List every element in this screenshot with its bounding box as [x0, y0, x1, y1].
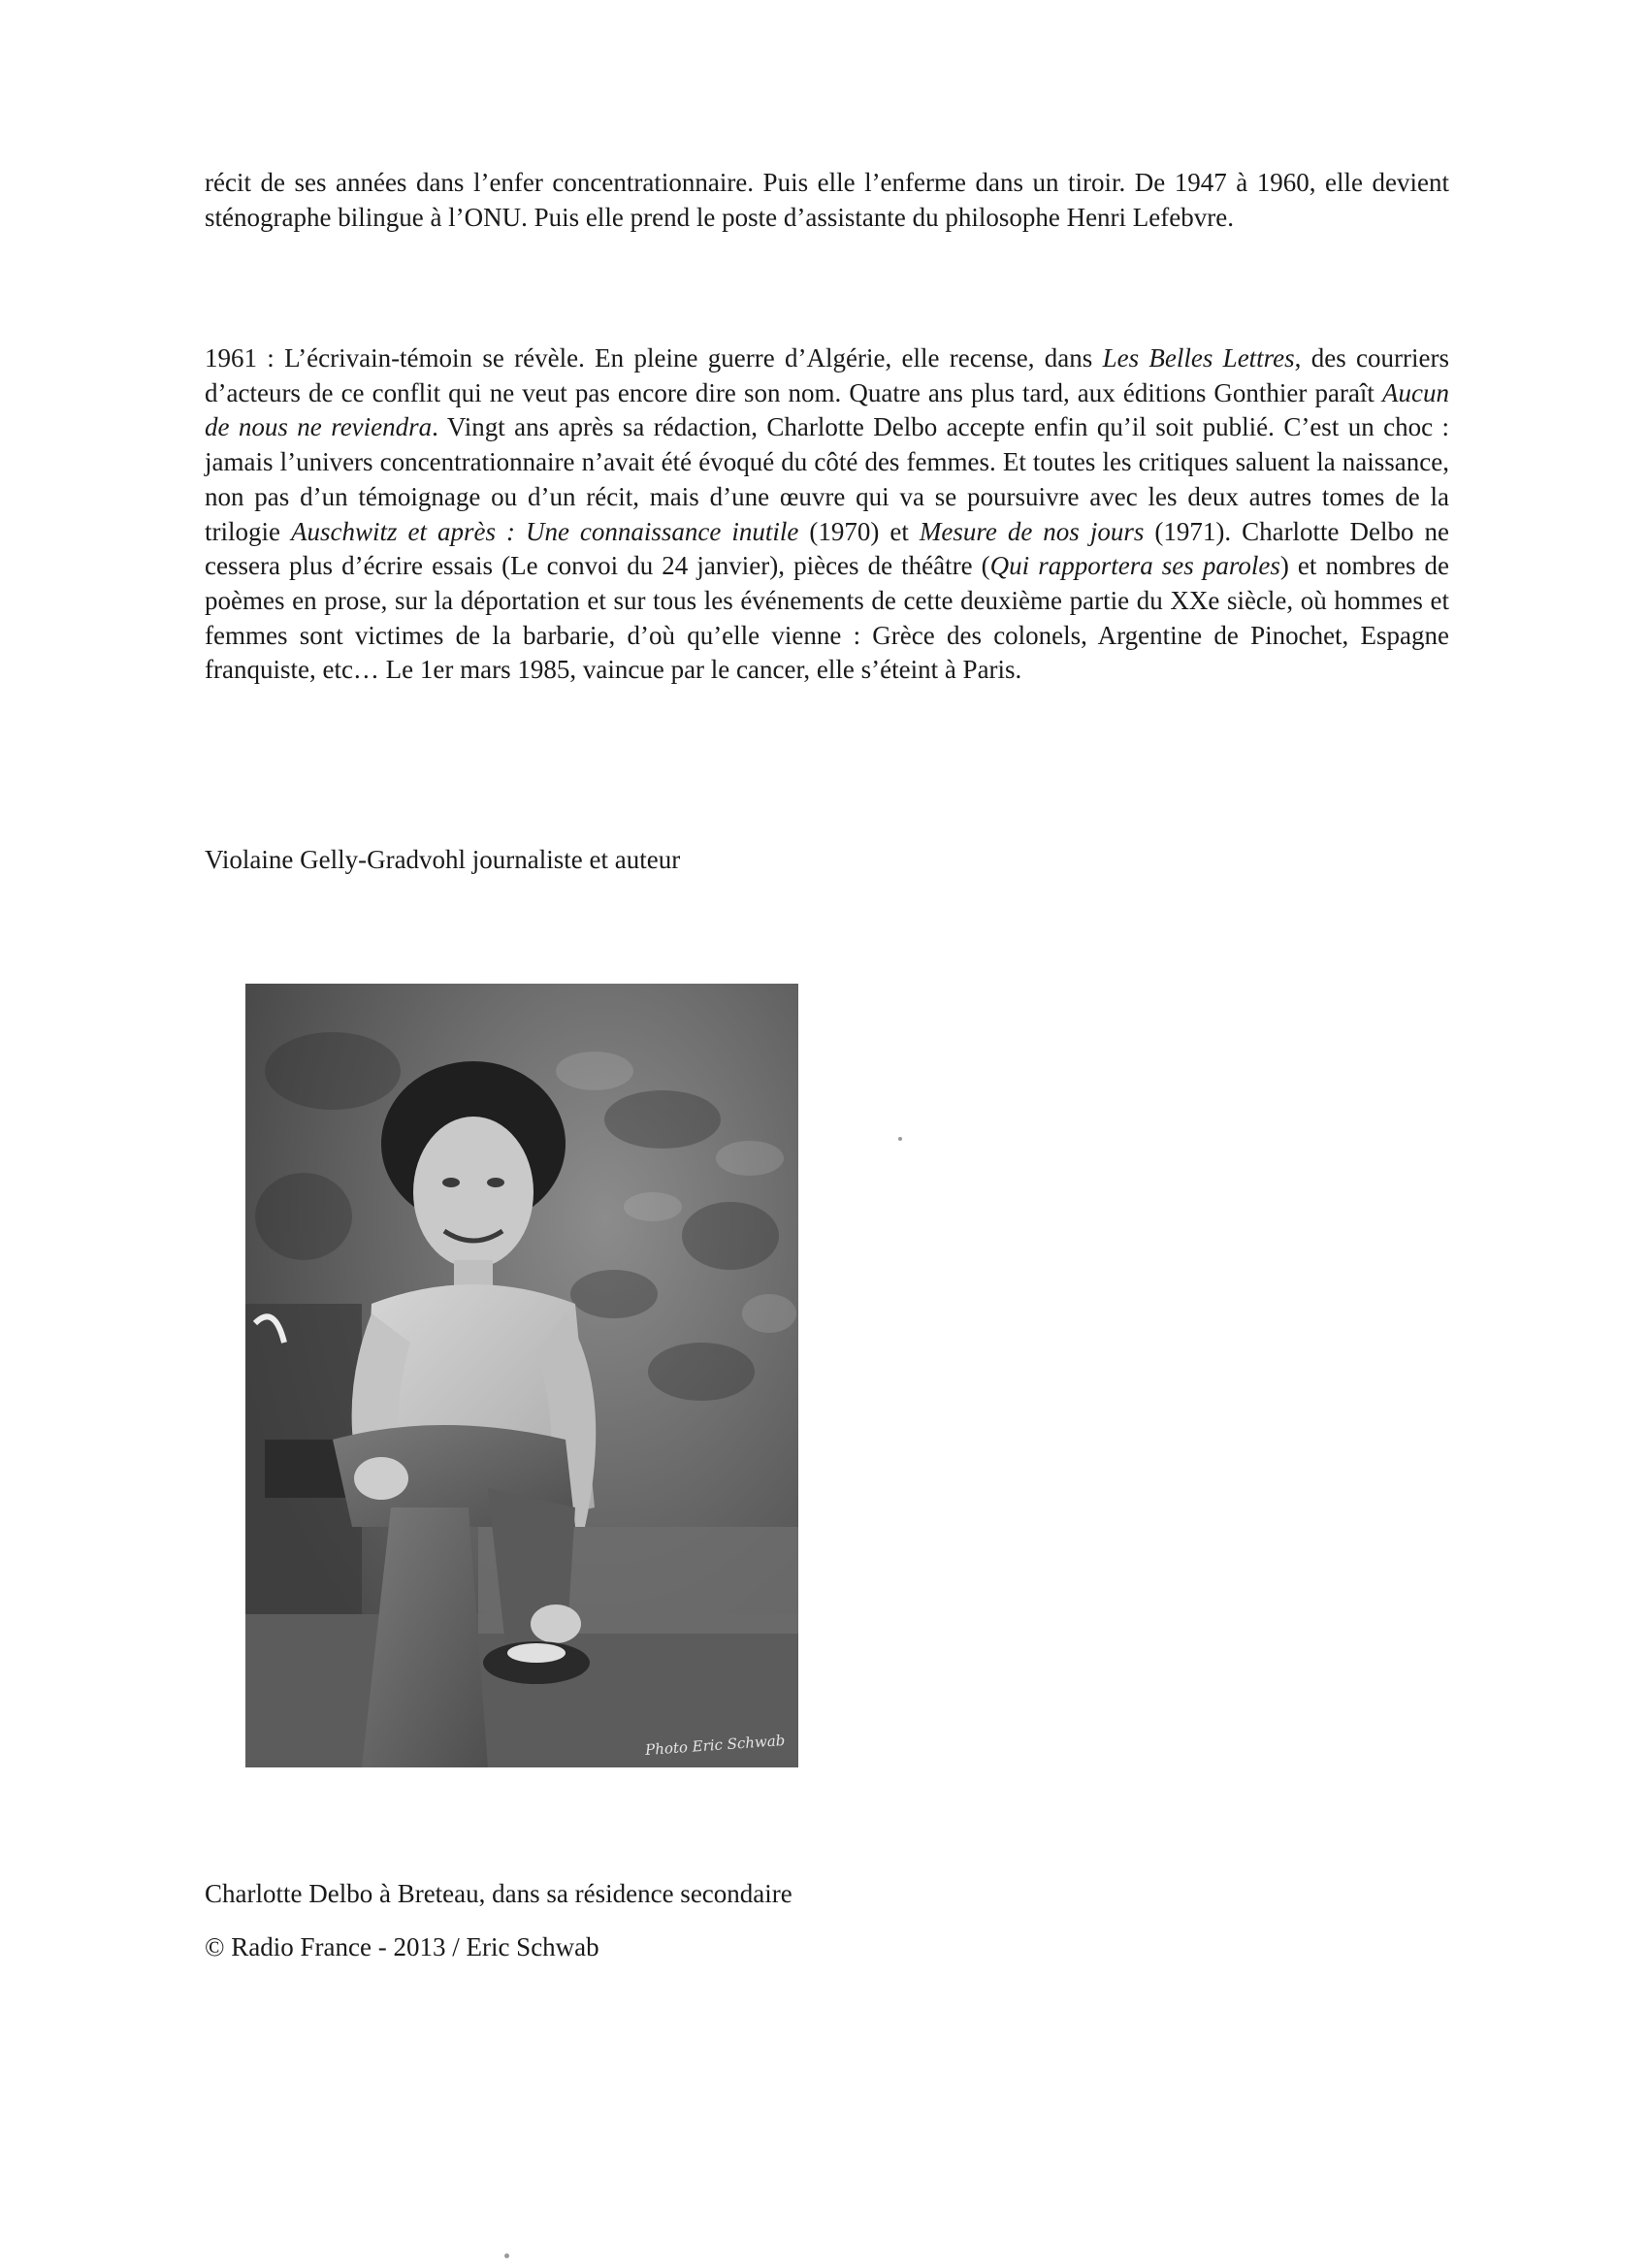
portrait-photo	[245, 984, 798, 1767]
photo-caption: Charlotte Delbo à Breteau, dans sa résidence secondaire	[205, 1879, 792, 1908]
text-segment: ) et nombres de poèmes en prose, sur la déportation et sur tous les événements de cette deuxième partie du XXe siècle, où hommes et femmes sont victimes de la barbarie, d’où qu’elle vienne : Grèce des colonels, Argentine de Pinochet, Espagne franquiste, etc… Le 1er mars 1985, vaincue par le cancer, elle s’éteint à Paris.	[205, 551, 1449, 685]
author-line: Violaine Gelly-Gradvohl journaliste et auteur	[205, 845, 681, 874]
text-segment: , des courriers d’acteurs de ce conflit qui ne veut pas encore dire son nom. Quatre ans plus tard, aux éditions Gonthier paraît	[205, 343, 1449, 407]
italic-title: Les Belles Lettres	[1102, 343, 1295, 373]
italic-title: Aucun de nous ne reviendra	[205, 377, 1449, 442]
scan-speck	[898, 1137, 902, 1141]
paragraph-writer	[205, 341, 1449, 688]
photo-credit: © Radio France - 2013 / Eric Schwab	[205, 1932, 599, 1961]
scan-speck	[504, 2253, 509, 2258]
photo-signature: Photo Eric Schwab	[644, 1731, 786, 1760]
paragraph-career	[205, 166, 1449, 235]
italic-title: Auschwitz et après : Une connaissance inutile	[290, 516, 799, 546]
text-segment: 1961 : L’écrivain-témoin se révèle. En pleine guerre d’Algérie, elle recense, dans	[205, 343, 1103, 373]
text-segment: . Vingt ans après sa rédaction, Charlotte Delbo accepte enfin qu’il soit publié. C’est un choc : jamais l’univers concentrationnaire n’avait été évoqué du côté des femmes. Et toutes les critiques saluent la naissance, non pas d’un témoignage ou d’un récit, mais d’une œuvre qui va se poursuivre avec les deux autres tomes de la trilogie	[205, 412, 1450, 546]
italic-title: Mesure de nos jours	[919, 516, 1145, 546]
text-segment: récit de ses années dans l’enfer concentrationnaire. Puis elle l’enferme dans un tiroir. De 1947 à 1960, elle devient sténographe bilingue à l’ONU. Puis elle prend le poste d’assistante du philosophe Henri Lefebvre.	[205, 168, 1449, 232]
italic-title: Qui rapportera ses paroles	[989, 551, 1280, 581]
text-segment: (1971). Charlotte Delbo ne cessera plus d’écrire essais (Le convoi du 24 janvier), pièces de théâtre (	[205, 516, 1450, 581]
text-segment: (1970) et	[798, 516, 920, 546]
